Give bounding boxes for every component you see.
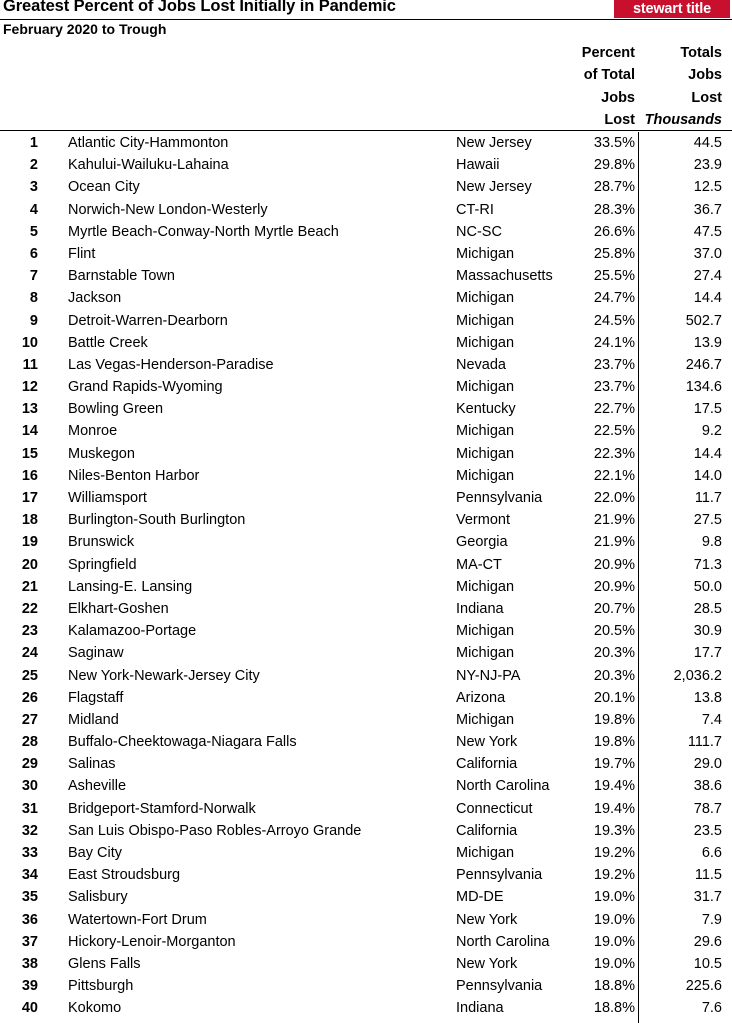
state-cell: California	[456, 756, 518, 773]
metro-area-cell: Salisbury	[68, 889, 128, 906]
table-row	[0, 176, 732, 198]
percent-lost-cell: 18.8%	[593, 1000, 635, 1017]
table-row	[0, 820, 732, 842]
percent-lost-cell: 20.9%	[593, 578, 635, 595]
rank-cell: 34	[21, 867, 38, 884]
metro-area-cell: Norwich-New London-Westerly	[68, 201, 268, 218]
jobs-lost-cell: 11.7	[694, 490, 722, 506]
metro-area-cell: Salinas	[68, 756, 116, 773]
totals-header-units: Thousands	[644, 111, 722, 128]
rank-cell: 5	[29, 223, 38, 240]
jobs-lost-cell: 6.6	[701, 845, 722, 861]
state-cell: Michigan	[456, 845, 515, 861]
rank-cell: 37	[21, 933, 38, 950]
metro-area-cell: Hickory-Lenoir-Morganton	[68, 933, 236, 950]
percent-lost-cell: 20.9%	[593, 556, 635, 573]
percent-header-line: Percent	[581, 45, 635, 61]
table-row	[0, 975, 732, 997]
table-row	[0, 554, 732, 576]
table-row	[0, 509, 732, 531]
page-title: Greatest Percent of Jobs Lost Initially in Pandemic	[3, 0, 396, 15]
state-cell: Pennsylvania	[456, 978, 543, 995]
jobs-lost-cell: 29.0	[693, 756, 722, 773]
state-cell: NY-NJ-PA	[456, 667, 521, 684]
percent-lost-cell: 19.0%	[593, 889, 635, 906]
percent-lost-cell: 24.5%	[593, 312, 635, 329]
percent-lost-cell: 22.7%	[593, 401, 635, 418]
state-cell: Michigan	[456, 711, 515, 728]
rank-cell: 23	[21, 623, 38, 640]
rank-cell: 38	[21, 955, 38, 972]
title-divider	[0, 19, 732, 20]
data-table	[0, 132, 732, 1020]
rank-cell: 39	[21, 978, 38, 995]
rank-cell: 20	[21, 556, 38, 573]
table-row	[0, 665, 732, 687]
percent-lost-cell: 19.0%	[593, 911, 635, 928]
state-cell: Massachusetts	[456, 268, 553, 285]
totals-header-line: Lost	[691, 89, 722, 106]
totals-header-line: Totals	[680, 45, 722, 61]
metro-area-cell: Flint	[68, 245, 96, 262]
metro-area-cell: Atlantic City-Hammonton	[68, 135, 229, 151]
state-cell: North Carolina	[456, 933, 550, 950]
percent-header-line: Lost	[604, 111, 635, 128]
jobs-lost-cell: 71.3	[693, 556, 722, 573]
percent-lost-cell: 23.7%	[593, 356, 635, 373]
metro-area-cell: Saginaw	[68, 645, 124, 662]
totals-header-line: Jobs	[688, 67, 722, 84]
metro-area-cell: Myrtle Beach-Conway-North Myrtle Beach	[68, 223, 339, 240]
rank-cell: 31	[21, 800, 38, 817]
metro-area-cell: Springfield	[68, 556, 137, 573]
state-cell: Michigan	[456, 445, 515, 462]
percent-lost-cell: 20.3%	[593, 645, 635, 662]
jobs-lost-cell: 27.4	[693, 268, 722, 285]
table-row	[0, 687, 732, 709]
metro-area-cell: Buffalo-Cheektowaga-Niagara Falls	[68, 734, 297, 751]
table-row	[0, 576, 732, 598]
state-cell: New Jersey	[456, 179, 532, 196]
state-cell: New York	[456, 911, 518, 928]
percent-lost-cell: 24.7%	[593, 290, 635, 307]
jobs-lost-cell: 29.6	[693, 933, 722, 950]
jobs-lost-cell: 44.5	[693, 135, 722, 151]
rank-cell: 12	[21, 379, 38, 396]
state-cell: New Jersey	[456, 135, 532, 151]
percent-lost-cell: 19.0%	[593, 933, 635, 950]
percent-lost-cell: 24.1%	[593, 334, 635, 351]
table-row	[0, 310, 732, 332]
metro-area-cell: Ocean City	[68, 179, 140, 196]
table-row	[0, 842, 732, 864]
table-row	[0, 864, 732, 886]
percent-lost-cell: 28.7%	[593, 179, 635, 196]
metro-area-cell: Pittsburgh	[68, 978, 134, 995]
table-row	[0, 953, 732, 975]
percent-lost-cell: 19.3%	[593, 822, 635, 839]
jobs-lost-cell: 14.4	[693, 445, 722, 462]
state-cell: Michigan	[456, 623, 515, 640]
jobs-lost-cell: 9.2	[701, 423, 722, 440]
metro-area-cell: Barnstable Town	[68, 268, 175, 285]
percent-lost-cell: 19.4%	[593, 778, 635, 795]
percent-lost-cell: 23.7%	[593, 379, 635, 396]
metro-area-cell: Las Vegas-Henderson-Paradise	[68, 356, 274, 373]
rank-cell: 18	[21, 512, 38, 529]
jobs-lost-cell: 13.9	[693, 334, 722, 351]
header-divider	[0, 130, 732, 131]
metro-area-cell: Kalamazoo-Portage	[68, 623, 197, 640]
rank-cell: 19	[21, 534, 38, 551]
state-cell: Michigan	[456, 334, 515, 351]
rank-cell: 10	[21, 334, 38, 351]
rank-cell: 36	[21, 911, 38, 928]
rank-cell: 25	[21, 667, 38, 684]
table-row	[0, 798, 732, 820]
state-cell: Pennsylvania	[456, 867, 543, 884]
state-cell: Georgia	[456, 534, 508, 551]
jobs-lost-cell: 23.5	[693, 822, 722, 839]
state-cell: North Carolina	[456, 778, 550, 795]
jobs-lost-cell: 11.5	[694, 867, 722, 884]
rank-cell: 16	[21, 467, 38, 484]
table-row	[0, 465, 732, 487]
percent-column-header	[560, 42, 635, 131]
rank-cell: 21	[21, 578, 38, 595]
table-row	[0, 265, 732, 287]
rank-cell: 33	[21, 845, 38, 861]
table-row	[0, 199, 732, 221]
rank-cell: 29	[21, 756, 38, 773]
jobs-lost-cell: 7.6	[701, 1000, 722, 1017]
table-row	[0, 909, 732, 931]
totals-column-header	[640, 42, 722, 131]
table-row	[0, 398, 732, 420]
percent-lost-cell: 20.5%	[593, 623, 635, 640]
state-cell: MD-DE	[456, 889, 504, 906]
state-cell: California	[456, 822, 518, 839]
state-cell: Nevada	[456, 356, 506, 373]
jobs-lost-cell: 17.5	[693, 401, 722, 418]
state-cell: Michigan	[456, 312, 515, 329]
metro-area-cell: Watertown-Fort Drum	[68, 911, 207, 928]
table-row	[0, 420, 732, 442]
table-row	[0, 598, 732, 620]
jobs-lost-cell: 37.0	[693, 245, 722, 262]
percent-lost-cell: 20.1%	[593, 689, 635, 706]
jobs-lost-cell: 134.6	[685, 379, 722, 396]
rank-cell: 11	[22, 356, 38, 373]
rank-cell: 17	[21, 490, 38, 506]
jobs-lost-cell: 27.5	[693, 512, 722, 529]
percent-lost-cell: 28.3%	[593, 201, 635, 218]
percent-lost-cell: 25.5%	[593, 268, 635, 285]
percent-lost-cell: 19.4%	[593, 800, 635, 817]
jobs-lost-cell: 78.7	[693, 800, 722, 817]
state-cell: Pennsylvania	[456, 490, 543, 506]
percent-lost-cell: 20.7%	[593, 600, 635, 617]
table-row	[0, 487, 732, 509]
state-cell: Indiana	[456, 1000, 504, 1017]
state-cell: Michigan	[456, 379, 515, 396]
table-row	[0, 243, 732, 265]
jobs-lost-cell: 38.6	[693, 778, 722, 795]
metro-area-cell: Midland	[68, 711, 119, 728]
percent-lost-cell: 29.8%	[593, 157, 635, 174]
state-cell: Connecticut	[456, 800, 533, 817]
metro-area-cell: Jackson	[68, 290, 122, 307]
metro-area-cell: Grand Rapids-Wyoming	[68, 379, 223, 396]
metro-area-cell: San Luis Obispo-Paso Robles-Arroyo Grande	[68, 822, 362, 839]
percent-lost-cell: 21.9%	[593, 534, 635, 551]
rank-cell: 7	[29, 268, 38, 285]
state-cell: Hawaii	[456, 157, 500, 174]
metro-area-cell: Lansing-E. Lansing	[68, 578, 193, 595]
metro-area-cell: Bowling Green	[68, 401, 164, 418]
percent-lost-cell: 26.6%	[593, 223, 635, 240]
rank-cell: 28	[21, 734, 38, 751]
rank-cell: 3	[29, 179, 38, 196]
metro-area-cell: Bay City	[68, 845, 122, 861]
rank-cell: 14	[21, 423, 38, 440]
metro-area-cell: Kokomo	[68, 1000, 122, 1017]
rank-cell: 30	[21, 778, 38, 795]
jobs-lost-cell: 12.5	[693, 179, 722, 196]
percent-lost-cell: 21.9%	[593, 512, 635, 529]
percent-lost-cell: 20.3%	[593, 667, 635, 684]
rank-cell: 13	[21, 401, 38, 418]
metro-area-cell: Niles-Benton Harbor	[68, 467, 200, 484]
table-row	[0, 443, 732, 465]
metro-area-cell: Williamsport	[68, 490, 147, 506]
rank-cell: 26	[21, 689, 38, 706]
rank-cell: 2	[29, 157, 38, 174]
state-cell: Michigan	[456, 423, 515, 440]
jobs-lost-cell: 2,036.2	[673, 667, 722, 684]
percent-header-line: of Total	[583, 67, 635, 84]
table-row	[0, 531, 732, 553]
jobs-lost-cell: 111.7	[687, 734, 722, 751]
table-row	[0, 221, 732, 243]
stewart-title-logo: stewart title	[614, 0, 730, 18]
state-cell: Michigan	[456, 578, 515, 595]
rank-cell: 9	[29, 312, 38, 329]
jobs-lost-cell: 36.7	[693, 201, 722, 218]
table-row	[0, 642, 732, 664]
metro-area-cell: East Stroudsburg	[68, 867, 181, 884]
table-row	[0, 332, 732, 354]
metro-area-cell: Glens Falls	[68, 955, 141, 972]
state-cell: NC-SC	[456, 223, 502, 240]
metro-area-cell: Monroe	[68, 423, 118, 440]
jobs-lost-cell: 47.5	[693, 223, 722, 240]
rank-cell: 27	[21, 711, 38, 728]
state-cell: MA-CT	[456, 556, 502, 573]
percent-lost-cell: 22.5%	[593, 423, 635, 440]
rank-cell: 8	[29, 290, 38, 307]
jobs-lost-cell: 13.8	[693, 689, 722, 706]
rank-cell: 35	[21, 889, 38, 906]
table-row	[0, 287, 732, 309]
jobs-lost-cell: 23.9	[693, 157, 722, 174]
jobs-lost-cell: 9.8	[701, 534, 722, 551]
percent-lost-cell: 19.7%	[593, 756, 635, 773]
jobs-lost-cell: 30.9	[693, 623, 722, 640]
percent-lost-cell: 19.2%	[593, 867, 635, 884]
rank-cell: 1	[29, 135, 38, 151]
state-cell: New York	[456, 955, 518, 972]
state-cell: Arizona	[456, 689, 506, 706]
metro-area-cell: Elkhart-Goshen	[68, 600, 169, 617]
metro-area-cell: Burlington-South Burlington	[68, 512, 246, 529]
metro-area-cell: Kahului-Wailuku-Lahaina	[68, 157, 229, 174]
state-cell: Michigan	[456, 290, 515, 307]
jobs-lost-cell: 502.7	[685, 312, 722, 329]
jobs-lost-cell: 31.7	[693, 889, 722, 906]
state-cell: Michigan	[456, 245, 515, 262]
rank-cell: 22	[21, 600, 38, 617]
percent-lost-cell: 22.0%	[593, 490, 635, 506]
percent-lost-cell: 19.2%	[593, 845, 635, 861]
jobs-lost-cell: 7.9	[701, 911, 722, 928]
jobs-lost-cell: 50.0	[693, 578, 722, 595]
jobs-lost-cell: 17.7	[693, 645, 722, 662]
table-row	[0, 886, 732, 908]
state-cell: New York	[456, 734, 518, 751]
jobs-lost-cell: 10.5	[693, 955, 722, 972]
jobs-lost-cell: 7.4	[701, 711, 722, 728]
state-cell: Indiana	[456, 600, 504, 617]
metro-area-cell: New York-Newark-Jersey City	[68, 667, 260, 684]
percent-lost-cell: 22.1%	[593, 467, 635, 484]
jobs-lost-cell: 28.5	[693, 600, 722, 617]
state-cell: Michigan	[456, 467, 515, 484]
state-cell: CT-RI	[456, 201, 494, 218]
metro-area-cell: Detroit-Warren-Dearborn	[68, 312, 228, 329]
metro-area-cell: Flagstaff	[68, 689, 124, 706]
percent-lost-cell: 18.8%	[593, 978, 635, 995]
percent-lost-cell: 19.8%	[593, 711, 635, 728]
table-row	[0, 620, 732, 642]
metro-area-cell: Brunswick	[68, 534, 135, 551]
rank-cell: 32	[21, 822, 38, 839]
percent-lost-cell: 22.3%	[593, 445, 635, 462]
table-row	[0, 376, 732, 398]
table-row	[0, 753, 732, 775]
metro-area-cell: Battle Creek	[68, 334, 148, 351]
rank-cell: 6	[29, 245, 38, 262]
column-divider	[638, 132, 639, 1023]
metro-area-cell: Muskegon	[68, 445, 135, 462]
rank-cell: 4	[29, 201, 38, 218]
metro-area-cell: Asheville	[68, 778, 127, 795]
percent-lost-cell: 25.8%	[593, 245, 635, 262]
percent-header-line: Jobs	[601, 89, 635, 106]
rank-cell: 40	[21, 1000, 38, 1017]
state-cell: Vermont	[456, 512, 510, 529]
rank-cell: 15	[21, 445, 38, 462]
table-row	[0, 154, 732, 176]
table-row	[0, 132, 732, 154]
rank-cell: 24	[21, 645, 38, 662]
jobs-lost-cell: 246.7	[685, 356, 722, 373]
table-row	[0, 731, 732, 753]
jobs-lost-cell: 225.6	[685, 978, 722, 995]
state-cell: Michigan	[456, 645, 515, 662]
table-row	[0, 775, 732, 797]
percent-lost-cell: 33.5%	[593, 135, 635, 151]
subtitle: February 2020 to Trough	[3, 21, 167, 37]
metro-area-cell: Bridgeport-Stamford-Norwalk	[68, 800, 256, 817]
percent-lost-cell: 19.0%	[593, 955, 635, 972]
jobs-lost-cell: 14.0	[693, 467, 722, 484]
jobs-lost-cell: 14.4	[693, 290, 722, 307]
table-row	[0, 931, 732, 953]
table-row	[0, 709, 732, 731]
table-row	[0, 354, 732, 376]
table-row	[0, 997, 732, 1019]
percent-lost-cell: 19.8%	[593, 734, 635, 751]
state-cell: Kentucky	[456, 401, 516, 418]
